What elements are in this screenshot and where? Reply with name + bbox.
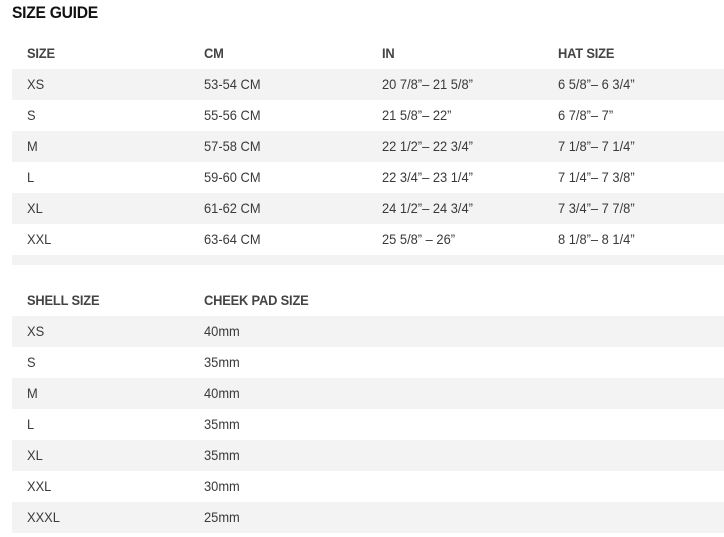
in-cell: 24 1/2”– 24 3/4” <box>382 200 473 216</box>
size-cell: XL <box>27 200 43 216</box>
table-row <box>12 440 724 471</box>
table-row <box>12 347 724 378</box>
table-header-row <box>12 285 724 316</box>
cheek-pad-cell: 25mm <box>204 509 240 525</box>
shell-size-cell: M <box>27 385 38 401</box>
table-row <box>12 471 724 502</box>
cheek-pad-cell: 35mm <box>204 447 240 463</box>
table-row <box>12 100 724 131</box>
header-cheek-pad-size: CHEEK PAD SIZE <box>204 292 309 308</box>
cm-cell: 57-58 CM <box>204 138 261 154</box>
hat-size-cell: 6 5/8”– 6 3/4” <box>558 76 635 92</box>
cm-cell: 59-60 CM <box>204 169 261 185</box>
in-cell: 22 3/4”– 23 1/4” <box>382 169 473 185</box>
cheek-pad-cell: 30mm <box>204 478 240 494</box>
size-table <box>12 38 724 265</box>
table-row <box>12 502 724 533</box>
header-hat-size: HAT SIZE <box>558 45 615 61</box>
header-in: IN <box>382 45 395 61</box>
size-cell: L <box>27 169 35 185</box>
table-row <box>12 162 724 193</box>
cm-cell: 55-56 CM <box>204 107 261 123</box>
size-cell: XS <box>27 76 45 92</box>
page-title: SIZE GUIDE <box>12 3 98 22</box>
hat-size-cell: 8 1/8”– 8 1/4” <box>558 231 635 247</box>
shell-size-cell: L <box>27 416 35 432</box>
cm-cell: 61-62 CM <box>204 200 261 216</box>
table-row <box>12 69 724 100</box>
table-row <box>12 316 724 347</box>
cheek-pad-cell: 40mm <box>204 385 240 401</box>
table-row <box>12 224 724 255</box>
in-cell: 21 5/8”– 22” <box>382 107 452 123</box>
table-header-row <box>12 38 724 69</box>
shell-size-cell: XL <box>27 447 43 463</box>
header-shell-size: SHELL SIZE <box>27 292 100 308</box>
shell-size-cell: S <box>27 354 36 370</box>
hat-size-cell: 7 1/4”– 7 3/8” <box>558 169 635 185</box>
cm-cell: 63-64 CM <box>204 231 261 247</box>
in-cell: 25 5/8” – 26” <box>382 231 456 247</box>
header-cm: CM <box>204 45 224 61</box>
table-footer-spacer <box>12 255 724 265</box>
size-cell: M <box>27 138 38 154</box>
hat-size-cell: 6 7/8”– 7” <box>558 107 614 123</box>
size-cell: XXL <box>27 231 52 247</box>
table-row <box>12 193 724 224</box>
shell-size-cell: XXXL <box>27 509 60 525</box>
cheek-pad-cell: 35mm <box>204 416 240 432</box>
cm-cell: 53-54 CM <box>204 76 261 92</box>
table-row <box>12 131 724 162</box>
table-row <box>12 409 724 440</box>
cheek-pad-cell: 40mm <box>204 323 240 339</box>
in-cell: 22 1/2”– 22 3/4” <box>382 138 473 154</box>
hat-size-cell: 7 1/8”– 7 1/4” <box>558 138 635 154</box>
cheek-pad-cell: 35mm <box>204 354 240 370</box>
shell-size-cell: XS <box>27 323 45 339</box>
hat-size-cell: 7 3/4”– 7 7/8” <box>558 200 635 216</box>
header-size: SIZE <box>27 45 55 61</box>
table-row <box>12 378 724 409</box>
shell-size-cell: XXL <box>27 478 52 494</box>
shell-size-table <box>12 285 724 533</box>
in-cell: 20 7/8”– 21 5/8” <box>382 76 473 92</box>
size-cell: S <box>27 107 36 123</box>
